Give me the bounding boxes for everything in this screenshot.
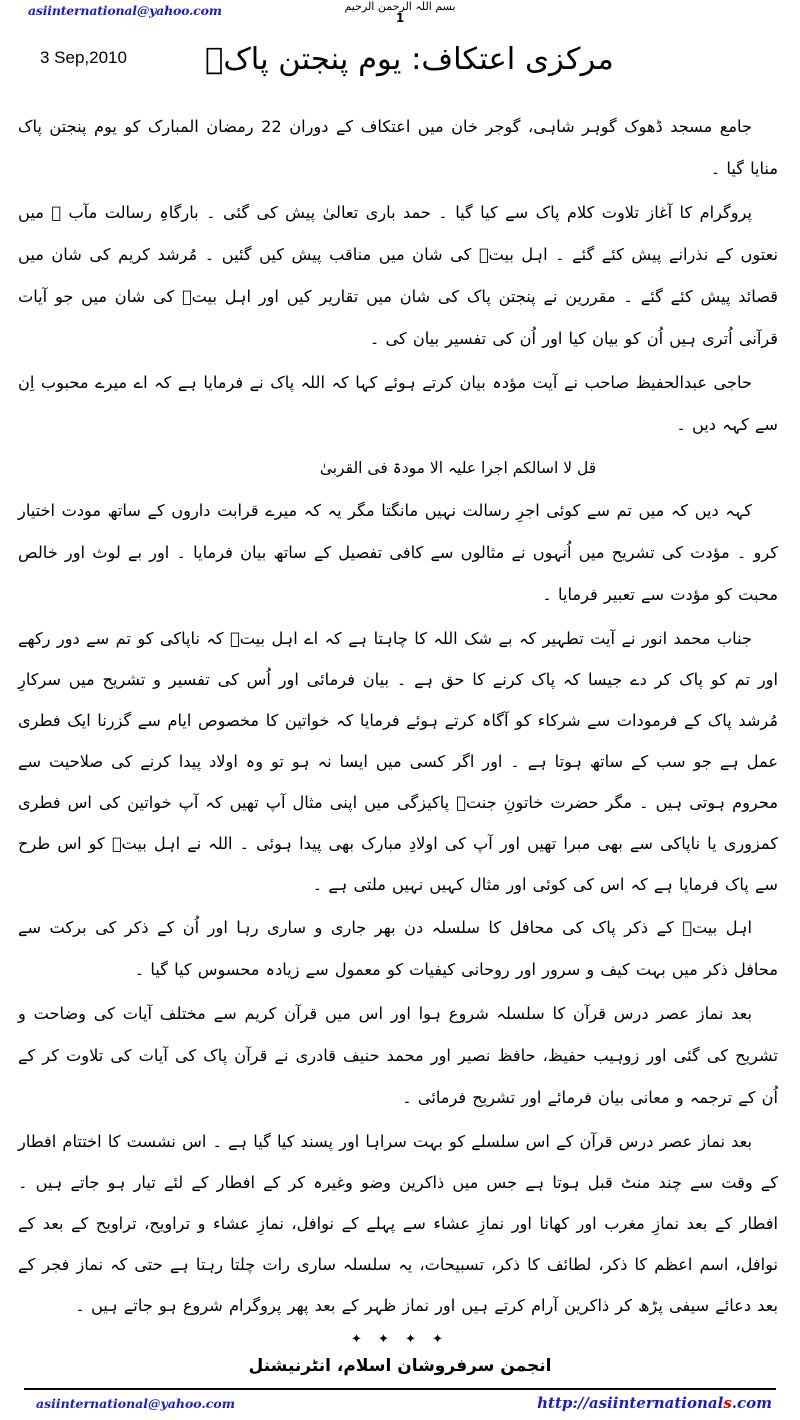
page-header xyxy=(0,0,800,30)
footer-divider-rule xyxy=(24,1388,776,1390)
website-prefix: http://asiinternational xyxy=(537,1394,724,1412)
paragraph: جناب محمد انور نے آیت تطہیر کہ بے شک اللہ کا چاہتا ہے کہ اے اہل بیتؑ کہ ناپاکی کو تم سے دور رکھے اور تم کو پاک کر دے جیسا کہ پاک کرنے کا حق ہے ۔ بیان فرمائی اور اُس کی تفسیر و تشریح میں سرکارِ مُرشد پاک کے فرمودات سے شرکاء کو آگاہ کرتے ہوئے فرمایا کہ خواتین کا مخصوص ایام سے گزرنا ایک فطری عمل ہے جو سب کے ساتھ ہوتا ہے ۔ اور اگر کسی میں ایسا نہ ہو تو وہ اولاد پیدا کرنے کی صلاحیت سے محروم ہوتی ہیں ۔ مگر حضرت خاتونِ جنتؑ پاکیزگی میں اپنی مثال آپ تھیں کہ آپ خواتین کی اس فطری کمزوری یا ناپاکی سے بھی مبرا تھیں اور آپ کی اولادِ مبارک بھی پیدا ہوئی ۔ اللہ نے اہل بیتؑ کو اس طرح سے پاک فرمایا ہے کہ اس کی کوئی اور مثال کہیں نہیں ملتی ہے ۔ xyxy=(18,629,778,894)
footer-email-link[interactable]: asiinternational@yahoo.com xyxy=(36,1396,235,1411)
paragraph: اہل بیتؑ کے ذکر پاک کی محافل کا سلسلہ دن بھر جاری و ساری رہا اور اُن کے ذکر کی برکت سے محافل ذکر میں بہت کیف و سرور اور روحانی کیفیات کو معمول سے زیادہ محسوس کیا گیا ۔ xyxy=(18,918,778,979)
article-body xyxy=(0,106,800,1326)
bismillah-block xyxy=(0,0,800,24)
footer-website-link[interactable] xyxy=(537,1394,772,1412)
website-highlight: s xyxy=(723,1394,732,1412)
header-email-link[interactable]: asiinternational@yahoo.com xyxy=(28,3,222,18)
page-footer xyxy=(0,1394,800,1420)
quran-verse-quote: قل لا اسالکم اجرا علیہ الا مودۃ فی القربیٰ xyxy=(319,459,597,477)
page-number: 1 xyxy=(395,11,405,25)
ornament-divider: ✦ ✦ ✦ ✦ xyxy=(351,1332,449,1347)
paragraph: جامع مسجد ڈھوک گوہر شاہی، گوجر خان میں اعتکاف کے دوران 22 رمضان المبارک کو یوم پنجتن پاک منایا گیا ۔ xyxy=(18,117,778,178)
title-row xyxy=(0,30,800,102)
bismillah-text: بسم اللہ الرحمن الرحیم xyxy=(344,0,456,13)
paragraph: حاجی عبدالحفیظ صاحب نے آیت مؤدہ بیان کرتے ہوئے کہا کہ اللہ پاک نے فرمایا ہے کہ اے میرے محبوب اِن سے کہہ دیں ۔ xyxy=(18,373,778,434)
website-suffix: .com xyxy=(731,1394,772,1412)
page-title: مرکزی اعتکاف: یوم پنجتن پاکؑ xyxy=(205,42,615,77)
paragraph: بعد نماز عصر درس قرآن کا سلسلہ شروع ہوا اور اس میں قرآن کریم سے مختلف آیات کی وضاحت و تشریح کی گئی اور زوہیب حفیظ، حافظ نصیر اور محمد حنیف قادری نے قرآن پاک کی آیات کی تلاوت کر کے اُن کے ترجمہ و معانی بیان فرمائے اور تشریح فرمائی ۔ xyxy=(18,1004,778,1107)
paragraph: کہہ دیں کہ میں تم سے کوئی اجرِ رسالت نہیں مانگتا مگر یہ کہ میرے قرابت داروں کے ساتھ مودت اختیار کرو ۔ مؤدت کی تشریح میں اُنہوں نے مثالوں سے کافی تفصیل کے ساتھ بیان فرمایا ۔ اور بے لوث اور خالص محبت کو مؤدت سے تعبیر فرمایا ۔ xyxy=(18,501,778,604)
publication-date: 3 Sep,2010 xyxy=(40,48,127,67)
paragraph: بعد نماز عصر درس قرآن کے اس سلسلے کو بہت سراہا اور پسند کیا گیا ہے ۔ اس نشست کا اختتام افطار کے وقت سے چند منٹ قبل ہوتا ہے جس میں ذاکرین وضو وغیرہ کر کے افطار کے لئے تیار ہو جاتے ہیں ۔ افطار کے بعد نمازِ مغرب اور کھانا اور نمازِ عشاء سے پہلے کے نوافل، نمازِ عشاء و تراویح، تراویح کے بعد کے نوافل، اسم اعظم کا ذکر، لطائف کا ذکر، تسبیحات، یہ سلسلہ ساری رات چلتا رہتا ہے حتی کہ نماز فجر کے بعد دعائے سیفی پڑھ کر ذاکرین آرام کرتے ہیں اور نماز ظہر کے بعد پھر پروگرام شروع ہو جاتے ہیں ۔ xyxy=(18,1132,778,1315)
paragraph: پروگرام کا آغاز تلاوت کلام پاک سے کیا گیا ۔ حمد باری تعالیٰ پیش کی گئی ۔ بارگاہِ رسالت مآب ﷺ میں نعتوں کے نذرانے پیش کئے گئے ۔ اہل بیتؑ کی شان میں مناقب پیش کیں گئیں ۔ مُرشد کریم کی شان میں قصائد پیش کئے گئے ۔ مقررین نے پنجتن پاک کی شان میں تقاریر کیں اور اہل بیتؑ کی شان میں جو آیات قرآنی اُتری ہیں اُن کو بیان کیا اور اُن کی تفسیر بیان کی ۔ xyxy=(18,203,778,348)
organization-name: انجمن سرفروشان اسلام، انٹرنیشنل xyxy=(248,1356,552,1376)
